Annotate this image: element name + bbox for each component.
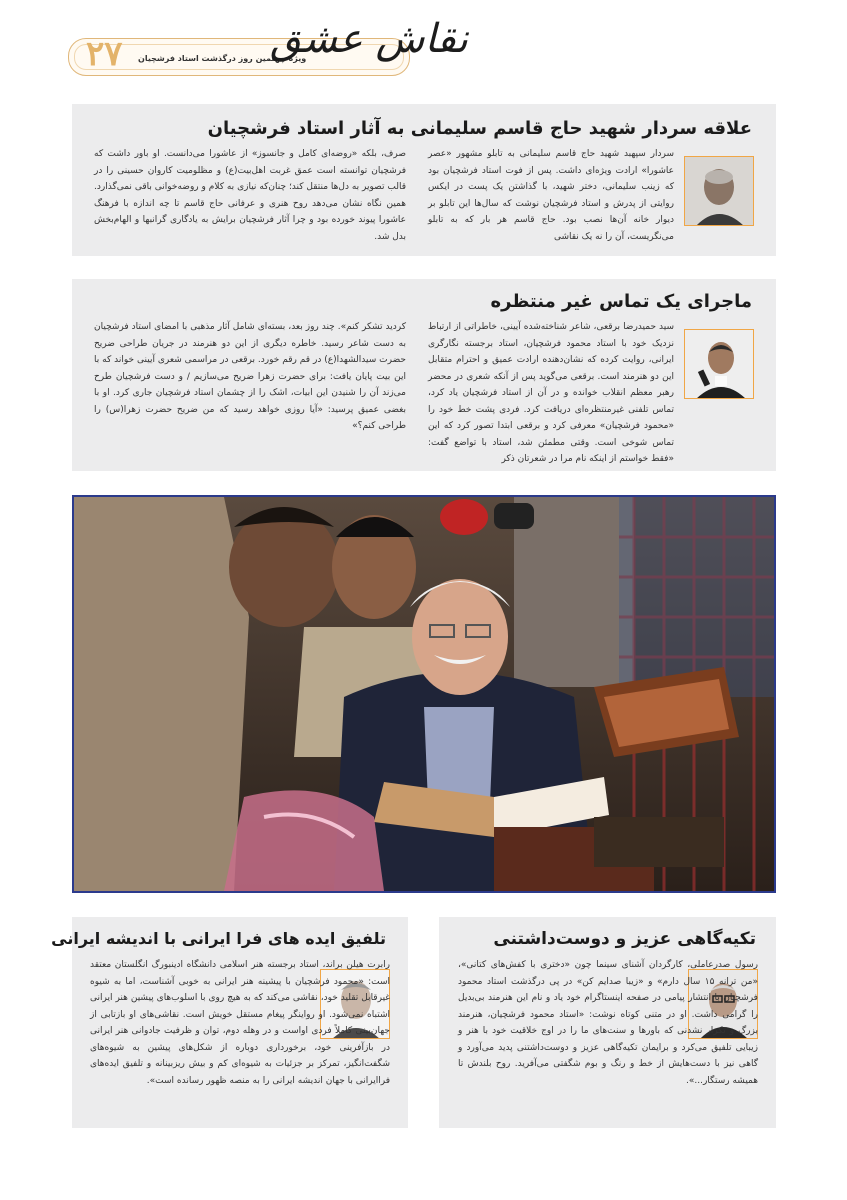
page-header [60, 14, 469, 90]
article-column-left: صرف، بلکه «روضه‌ای کامل و جانسوز» از عاشورا می‌دانست. او باور داشت که فرشچیان توانسته است عمق غربت اهل‌بیت(ع) و مظلومیت کاروان حسینی را در قالب تصویر به دل‌ها منتقل کند؛ چنان‌که نیازی به کلام و روضه‌خوانی باقی نمی‌گذارد. همین نگاه نشان می‌دهد روح هنری و عرفانی حاج قاسم تا چه اندازه با فرهنگ عاشورا پیوند خورده بود و چرا آثار فرشچیان برایش به یادگاری گرانبها و الهام‌بخش بدل شد. [94, 149, 406, 242]
page-number: ۲۷ [86, 34, 123, 74]
article-column-right: سردار سپهبد شهید حاج قاسم سلیمانی به تابلو مشهور «عصر عاشورا» ارادت ویژه‌ای داشت. پس از فوت استاد فرشچیان بود که زینب سلیمانی، دختر شهید، با گذاشتن یک پست در ایکس روایتی از پدرش و استاد فرشچیان نوشت که سال‌ها این تابلو بر دیوار خانه آن‌ها نصب بود. حاج قاسم هر بار که به تابلو می‌نگریست، آن را نه یک نقاشی [428, 149, 674, 242]
portrait-barghei-image [684, 329, 754, 399]
header-subtitle: ویژه چهلمین روز درگذشت استاد فرشچیان [138, 54, 307, 63]
article-sadrameli [439, 917, 776, 1128]
photo-master-signing-books-icon [74, 497, 774, 891]
article-column: رابرت هیلن براند، استاد برجسته هنر اسلامی دانشگاه ادینبورگ انگلستان معتقد است: «محمود فرشچیان با پیشینه هنر ایرانی به خوبی آشناست، اما به شیوه غیرقابل تقلید خود، نقاشی می‌کند که به هیچ روی با اسلوب‌های پیشین هنر ایرانی اشتباه نمی‌شود. او رواینگر پیغام مستقل خویش است. نقاشی‌های او بازتابی از جهان‌بینی کاملاً فردی اواست و در وهله دوم، توان و ظرفیت جادوانی هنر ایرانی در بازآفرینی خود، برخورداری دوباره از شکل‌های پیشین به شیوه‌های شگفت‌انگیز، تمرکز بر جزئیات به شیوه‌ای کم و بیش ریزبینانه و تلفیق ایده‌های فراایرانی با جهان اندیشه ایرانی را به منصه ظهور رسانده است». [90, 960, 390, 1086]
magazine-logo: نقاش عشق [270, 16, 469, 62]
article-barghei [72, 279, 776, 471]
article-column: رسول صدرعاملی، کارگردان آشنای سینما چون «دختری با کفش‌های کتانی»، «من ترانه ۱۵ سال دارم» و «زیبا صدایم کن» در پی درگذشت استاد محمود فرشچیان با انتشار پیامی در صفحه اینستاگرام خود یاد و نام این هنرمند بی‌بدیل را گرامی داشت. او در متنی کوتاه نوشت: «استاد محمود فرشچیان، هنرمند بزرگ و تکرار نشدنی که باورها و سنت‌های ما را در اوج خلاقیت خود با هنر و زیبایی تلفیق می‌کرد و برایمان تکیه‌گاهی عزیز و دوست‌داشتنی پدید می‌آورد و گاهی نیز با دست‌هایش از خط و رنگ و بوم شگفتی می‌آفرید. روح بلندش تا همیشه رستگار...». [458, 960, 758, 1086]
article-title: ماجرای یک تماس غیر منتظره [490, 291, 752, 312]
article-soleimani [72, 104, 776, 256]
article-title: تکیه‌گاهی عزیز و دوست‌داشتنی [493, 929, 756, 949]
portrait-soleimani-image [684, 156, 754, 226]
article-column-left: کردید تشکر کنم». چند روز بعد، بسته‌ای شامل آثار مذهبی با امضای استاد فرشچیان به دست شاعر رسید. خاطره دیگری از این دو هنرمند در جریان طراحی ضریح حضرت سیدالشهدا(ع) در قم رقم خورد. برقعی در مراسمی شعری آیینی خواند که با این بیت پایان یافت: برای حضرت زهرا ضریح می‌سازیم / و دست فرشچیان طرح می‌زند آن را شنیدن این ابیات، اشک را از چشمان استاد فرشچیان جاری کرد. او با بغضی عمیق پرسید: «آیا روزی خواهد رسید که من ضریح حضرت زهرا(س) را طراحی کنم؟» [94, 322, 406, 431]
article-column-right: سید حمیدرضا برقعی، شاعر شناخته‌شده آیینی، خاطراتی از ارتباط نزدیک خود با استاد محمود فرشچیان، استاد برجسته نگارگری ایرانی، روایت کرده که نشان‌دهنده ارادت عمیق و احترام متقابل این دو هنرمند است. برقعی می‌گوید پس از آنکه شعری در محضر رهبر معظم انقلاب خوانده و در آن از استاد فرشچیان یاد کرد، تماس تلفنی غیرمنتظره‌ای دریافت کرد. فردی پشت خط خود را «محمود فرشچیان» معرفی کرد و برقعی ابتدا تصور کرد که این تماس شوخی است. وقتی مطمئن شد، استاد با تواضع گفت: «فقط خواستم از اینکه نام مرا در شعرتان ذکر [428, 322, 674, 464]
article-title: تلفیق ایده های فرا ایرانی با اندیشه ایرانی [51, 929, 386, 948]
main-photo [72, 495, 776, 893]
article-title: علاقه سردار شهید حاج قاسم سلیمانی به آثار استاد فرشچیان [207, 118, 752, 139]
article-hillenbrand [51, 917, 408, 1128]
